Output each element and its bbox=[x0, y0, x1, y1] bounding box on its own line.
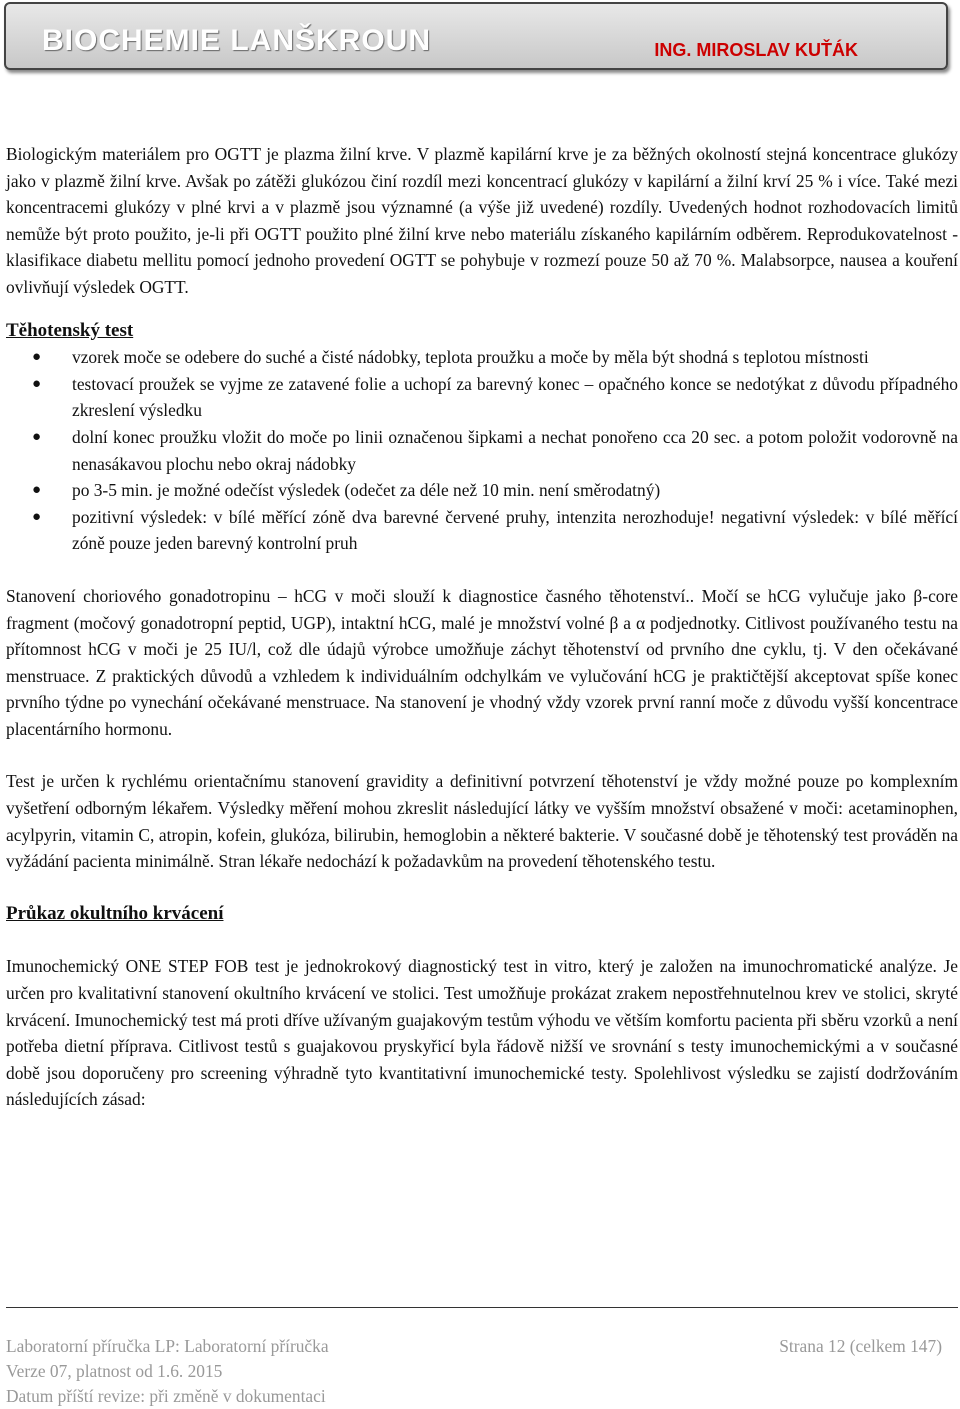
page-header bbox=[4, 2, 948, 70]
footer-page-number: Strana 12 (celkem 147) bbox=[779, 1336, 942, 1356]
section-heading-pregnancy-test: Těhotenský test bbox=[6, 319, 134, 341]
header-title: BIOCHEMIE LANŠKROUN bbox=[42, 24, 432, 57]
header-author: ING. MIROSLAV KUŤÁK bbox=[654, 40, 858, 60]
page-footer bbox=[6, 1334, 942, 1409]
bullet-icon: ● bbox=[32, 482, 42, 499]
hcg-paragraph: Stanovení choriového gonadotropinu – hCG v moči slouží k diagnostice časného těhotenství.. Močí se hCG vylučuje jako β-core fragment (močový gonadotropní peptid, UGP), intaktní hCG, malé je množství volné β a α podjednotky. Citlivost používaného testu na přítomnost hCG v moči je 25 IU/l, což dle údajů výrobce umožňuje záchyt těhotenství od prvního dne cyklu, tj. V den očekávané menstruace. Z praktických důvodů a vzhledem k individuálním odchylkám ve vylučování hCG je praktičtější akceptovat spíše konec prvního týdne po vynechání očekávané menstruace. Na stanovení je vhodný vždy vzorek první ranní moče z důvodu vyšší koncentrace placentárního hormonu. bbox=[6, 585, 958, 739]
document-body bbox=[6, 141, 958, 1113]
list-item: ● pozitivní výsledek: v bílé měřící zóně dva barevné červené pruhy, intenzita nerozhoduje! negativní výsledek: v bílé měřící zóně pouze jeden barevný kontrolní pruh bbox=[6, 504, 958, 557]
list-item: ● vzorek moče se odebere do suché a čisté nádobky, teplota proužku a moče by měla být shodná s teplotou místnosti bbox=[6, 344, 958, 371]
footer-revision-date: Datum příští revize: při změně v dokumentaci bbox=[6, 1386, 326, 1406]
footer-version: Verze 07, platnost od 1.6. 2015 bbox=[6, 1361, 223, 1381]
list-item: ● po 3-5 min. je možné odečíst výsledek (odečet za déle než 10 min. není směrodatný) bbox=[6, 477, 958, 504]
footer-document-name: Laboratorní příručka LP: Laboratorní příručka bbox=[6, 1336, 329, 1356]
bullet-icon: ● bbox=[32, 428, 42, 445]
pregnancy-test-steps bbox=[6, 344, 958, 557]
bullet-icon: ● bbox=[32, 375, 42, 392]
footer-divider bbox=[6, 1307, 958, 1308]
list-item: ● testovací proužek se vyjme ze zatavené folie a uchopí za barevný konec – opačného konce se nedotýkat z důvodu případného zkreslení výsledku bbox=[6, 371, 958, 424]
fob-test-paragraph: Imunochemický ONE STEP FOB test je jednokrokový diagnostický test in vitro, který je založen na imunochromatické analýze. Je určen pro kvalitativní stanovení okultního krvácení ve stolici. Test umožňuje prokázat zrakem nepostřehnutelnou krev ve stolici, skryté krvácení. Imunochemický test má proti dříve užívaným guajakovým testům výhodu ve větším komfortu pacienta při sběru vzorků a není potřeba dietní příprava. Citlivost testů s guajakovou pryskyřicí byla řádově nižší ve srovnání s testy imunochemickými a v současné době jsou doporučeny pro screening výhradně tyto kvantitativní imunochemické testy. Spolehlivost výsledku se zajistí dodržováním následujících zásad: bbox=[6, 956, 958, 1110]
bullet-icon: ● bbox=[32, 508, 42, 525]
list-item: ● dolní konec proužku vložit do moče po linii označenou šipkami a nechat ponořeno cca 20 sec. a potom položit vodorovně na nenasákavou plochu nebo okraj nádobky bbox=[6, 424, 958, 477]
section-heading-occult-bleeding: Průkaz okultního krvácení bbox=[6, 902, 224, 924]
intro-paragraph: Biologickým materiálem pro OGTT je plazma žilní krve. V plazmě kapilární krve je za běžných okolností stejná koncentrace glukózy jako v plazmě žilní krve. Avšak po zátěži glukózou činí rozdíl mezi koncentrací glukózy v kapilární a žilní krví 25 % i více. Také mezi koncentracemi glukózy v plné krvi a v plazmě jsou významné (a výše již uvedené) rozdíly. Uvedených hodnot rozhodovacích limitů nemůže být proto použito, je-li při OGTT použito plné žilní krve nebo materiálu získaného kapilárním odběrem. Reprodukovatelnost - klasifikace diabetu mellitu pomocí jednoho provedení OGTT se pohybuje v rozmezí pouze 50 až 70 %. Malabsorpce, nausea a kouření ovlivňují výsledek OGTT. bbox=[6, 144, 958, 297]
test-purpose-paragraph: Test je určen k rychlému orientačnímu stanovení gravidity a definitivní potvrzení těhotenství je vždy možné pouze po komplexním vyšetření odborným lékařem. Výsledky měření mohou zkreslit následující látky ve vyšším množství obsažené v moči: acetaminophen, acylpyrin, vitamin C, atropin, kofein, glukóza, bilirubin, hemoglobin a některé bakterie. V současné době je těhotenský test prováděn na vyžádání pacienta minimálně. Stran lékaře nedochází k požadavkům na provedení těhotenského testu. bbox=[6, 771, 958, 872]
bullet-icon: ● bbox=[32, 349, 42, 366]
